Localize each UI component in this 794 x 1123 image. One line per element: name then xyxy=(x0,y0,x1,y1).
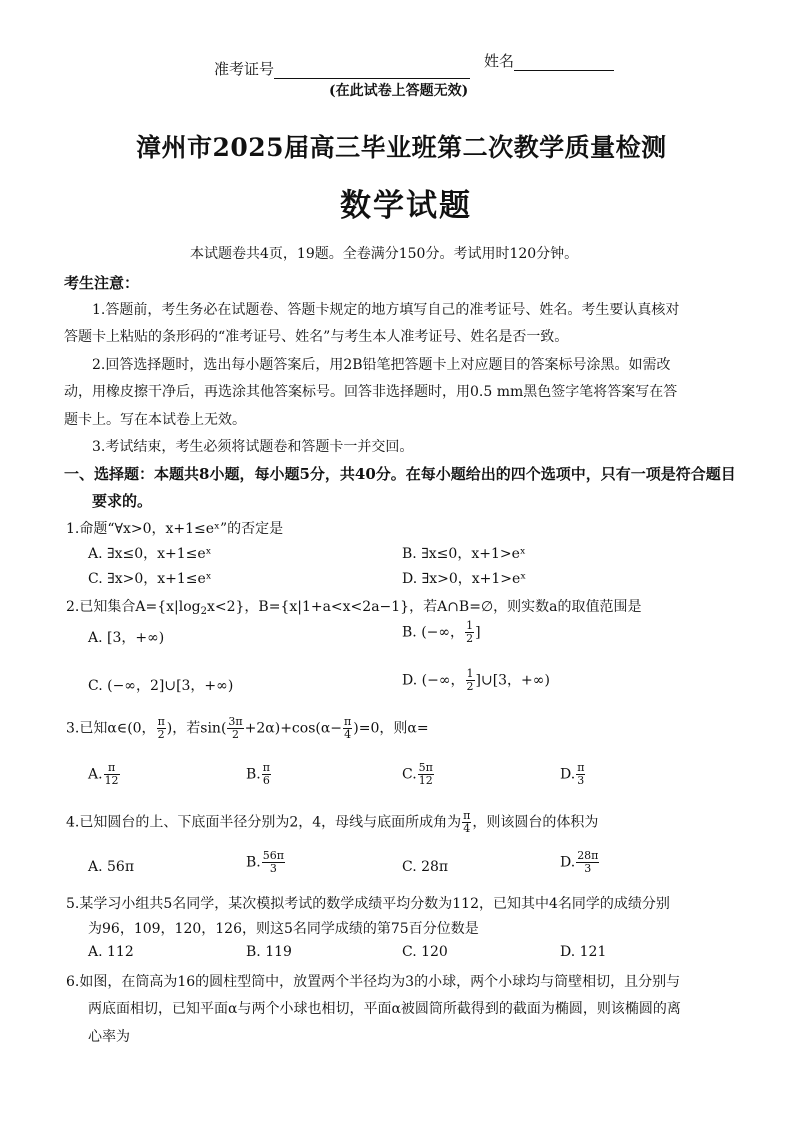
note-1a: 1.答题前，考生务必在试题卷、答题卡规定的地方填写自己的准考证号、姓名。考生要认真核对 xyxy=(92,302,680,318)
q1-stem: 1.命题“∀x>0，x+1≤eˣ”的否定是 xyxy=(66,521,284,537)
exam-title: 漳州市2025届高三毕业班第二次教学质量检测 xyxy=(136,133,667,162)
q6-stem-a: 6.如图，在筒高为16的圆柱型筒中，放置两个半径均为3的小球，两个小球均与筒壁相切，且分别与 xyxy=(66,974,681,990)
q1-option-d[interactable]: D. ∃x>0，x+1>eˣ xyxy=(402,571,527,587)
q1-option-c[interactable]: C. ∃x>0，x+1≤eˣ xyxy=(88,571,212,587)
q4-option-a[interactable]: A. 56π xyxy=(88,859,135,875)
q2-stem: 2.已知集合$A=\{x|\log_2x<2\}$，B={x|1+a<x<2a−1}，若A∩B=∅，则实数a的取值范围是 xyxy=(66,599,642,617)
notes-heading: 考生注意： xyxy=(64,274,140,292)
q5-option-c[interactable]: C. 120 xyxy=(402,944,448,960)
q5-stem-a: 5.某学习小组共5名同学，某次模拟考试的数学成绩平均分数为112，已知其中4名同学的成绩分别 xyxy=(66,896,670,912)
q4-option-b[interactable]: B. $\frac{56\pi}{3}$ xyxy=(246,849,284,875)
q2-option-b[interactable]: B. (−∞， $\frac{1}{2}$ ] xyxy=(402,619,481,645)
note-2c: 题卡上。写在本试卷上无效。 xyxy=(64,412,246,428)
q3-option-d[interactable]: D. $\frac{\pi}{3}$ xyxy=(560,761,585,787)
q2-option-c[interactable]: C. (−∞，2]∪[3，+∞) xyxy=(88,678,234,694)
name-blank[interactable] xyxy=(514,54,614,71)
exam-id-label: 准考证号 xyxy=(214,58,470,79)
section1-line2: 要求的。 xyxy=(92,492,153,510)
q1-option-b[interactable]: B. ∃x≤0，x+1>eˣ xyxy=(402,546,526,562)
section1-line1: 一、选择题：本题共8小题，每小题5分，共40分。在每小题给出的四个选项中，只有一项是符合题目 xyxy=(64,465,736,483)
q1-option-a[interactable]: A. ∃x≤0，x+1≤eˣ xyxy=(88,546,212,562)
q5-stem-b: 为96，109，120，126，则这5名同学成绩的第75百分位数是 xyxy=(88,921,479,937)
q3-stem: 3.已知α∈(0， $\frac{\pi}{2}$ )，若sin( $\frac{3\pi}{2}$ +2α)+cos(α− $\frac{\pi}{4}$ )=0，则α= xyxy=(66,715,429,741)
q6-stem-b: 两底面相切，已知平面α与两个小球也相切，平面α被圆筒所截得到的截面为椭圆，则该椭圆的离 xyxy=(88,1001,681,1017)
intro-line: 本试题卷共4页，19题。全卷满分150分。考试用时120分钟。 xyxy=(190,246,579,262)
q4-option-c[interactable]: C. 28π xyxy=(402,859,449,875)
q5-option-a[interactable]: A. 112 xyxy=(88,944,134,960)
q2-option-a[interactable]: A. [3，+∞) xyxy=(88,630,165,646)
exam-id-blank[interactable] xyxy=(274,62,470,79)
subject-title: 数学试题 xyxy=(340,188,472,224)
note-2b: 动，用橡皮擦干净后，再选涂其他答案标号。回答非选择题时，用0.5 mm黑色签字笔将答案写在答 xyxy=(64,384,678,400)
q6-stem-c: 心率为 xyxy=(88,1029,130,1045)
q3-option-c[interactable]: C. $\frac{5\pi}{12}$ xyxy=(402,761,433,787)
note-3: 3.考试结束，考生必须将试题卷和答题卡一并交回。 xyxy=(92,439,414,455)
q5-option-d[interactable]: D. 121 xyxy=(560,944,607,960)
name-label: 姓名 xyxy=(484,50,614,71)
no-answer-note: (在此试卷上答题无效) xyxy=(329,83,469,99)
q4-option-d[interactable]: D. $\frac{28\pi}{3}$ xyxy=(560,849,599,875)
q2-option-d[interactable]: D. (−∞， $\frac{1}{2}$ ]∪[3，+∞) xyxy=(402,667,550,693)
note-1b: 答题卡上粘贴的条形码的“准考证号、姓名”与考生本人准考证号、姓名是否一致。 xyxy=(64,329,569,345)
q4-stem: 4.已知圆台的上、下底面半径分别为2，4，母线与底面所成角为 $\frac{\pi}{4}$ ，则该圆台的体积为 xyxy=(66,809,599,835)
note-2a: 2.回答选择题时，选出每小题答案后，用2B铅笔把答题卡上对应题目的答案标号涂黑。如需改 xyxy=(92,357,671,373)
q3-option-b[interactable]: B. $\frac{\pi}{6}$ xyxy=(246,761,270,787)
q3-option-a[interactable]: A. $\frac{\pi}{12}$ xyxy=(88,761,119,787)
q5-option-b[interactable]: B. 119 xyxy=(246,944,292,960)
